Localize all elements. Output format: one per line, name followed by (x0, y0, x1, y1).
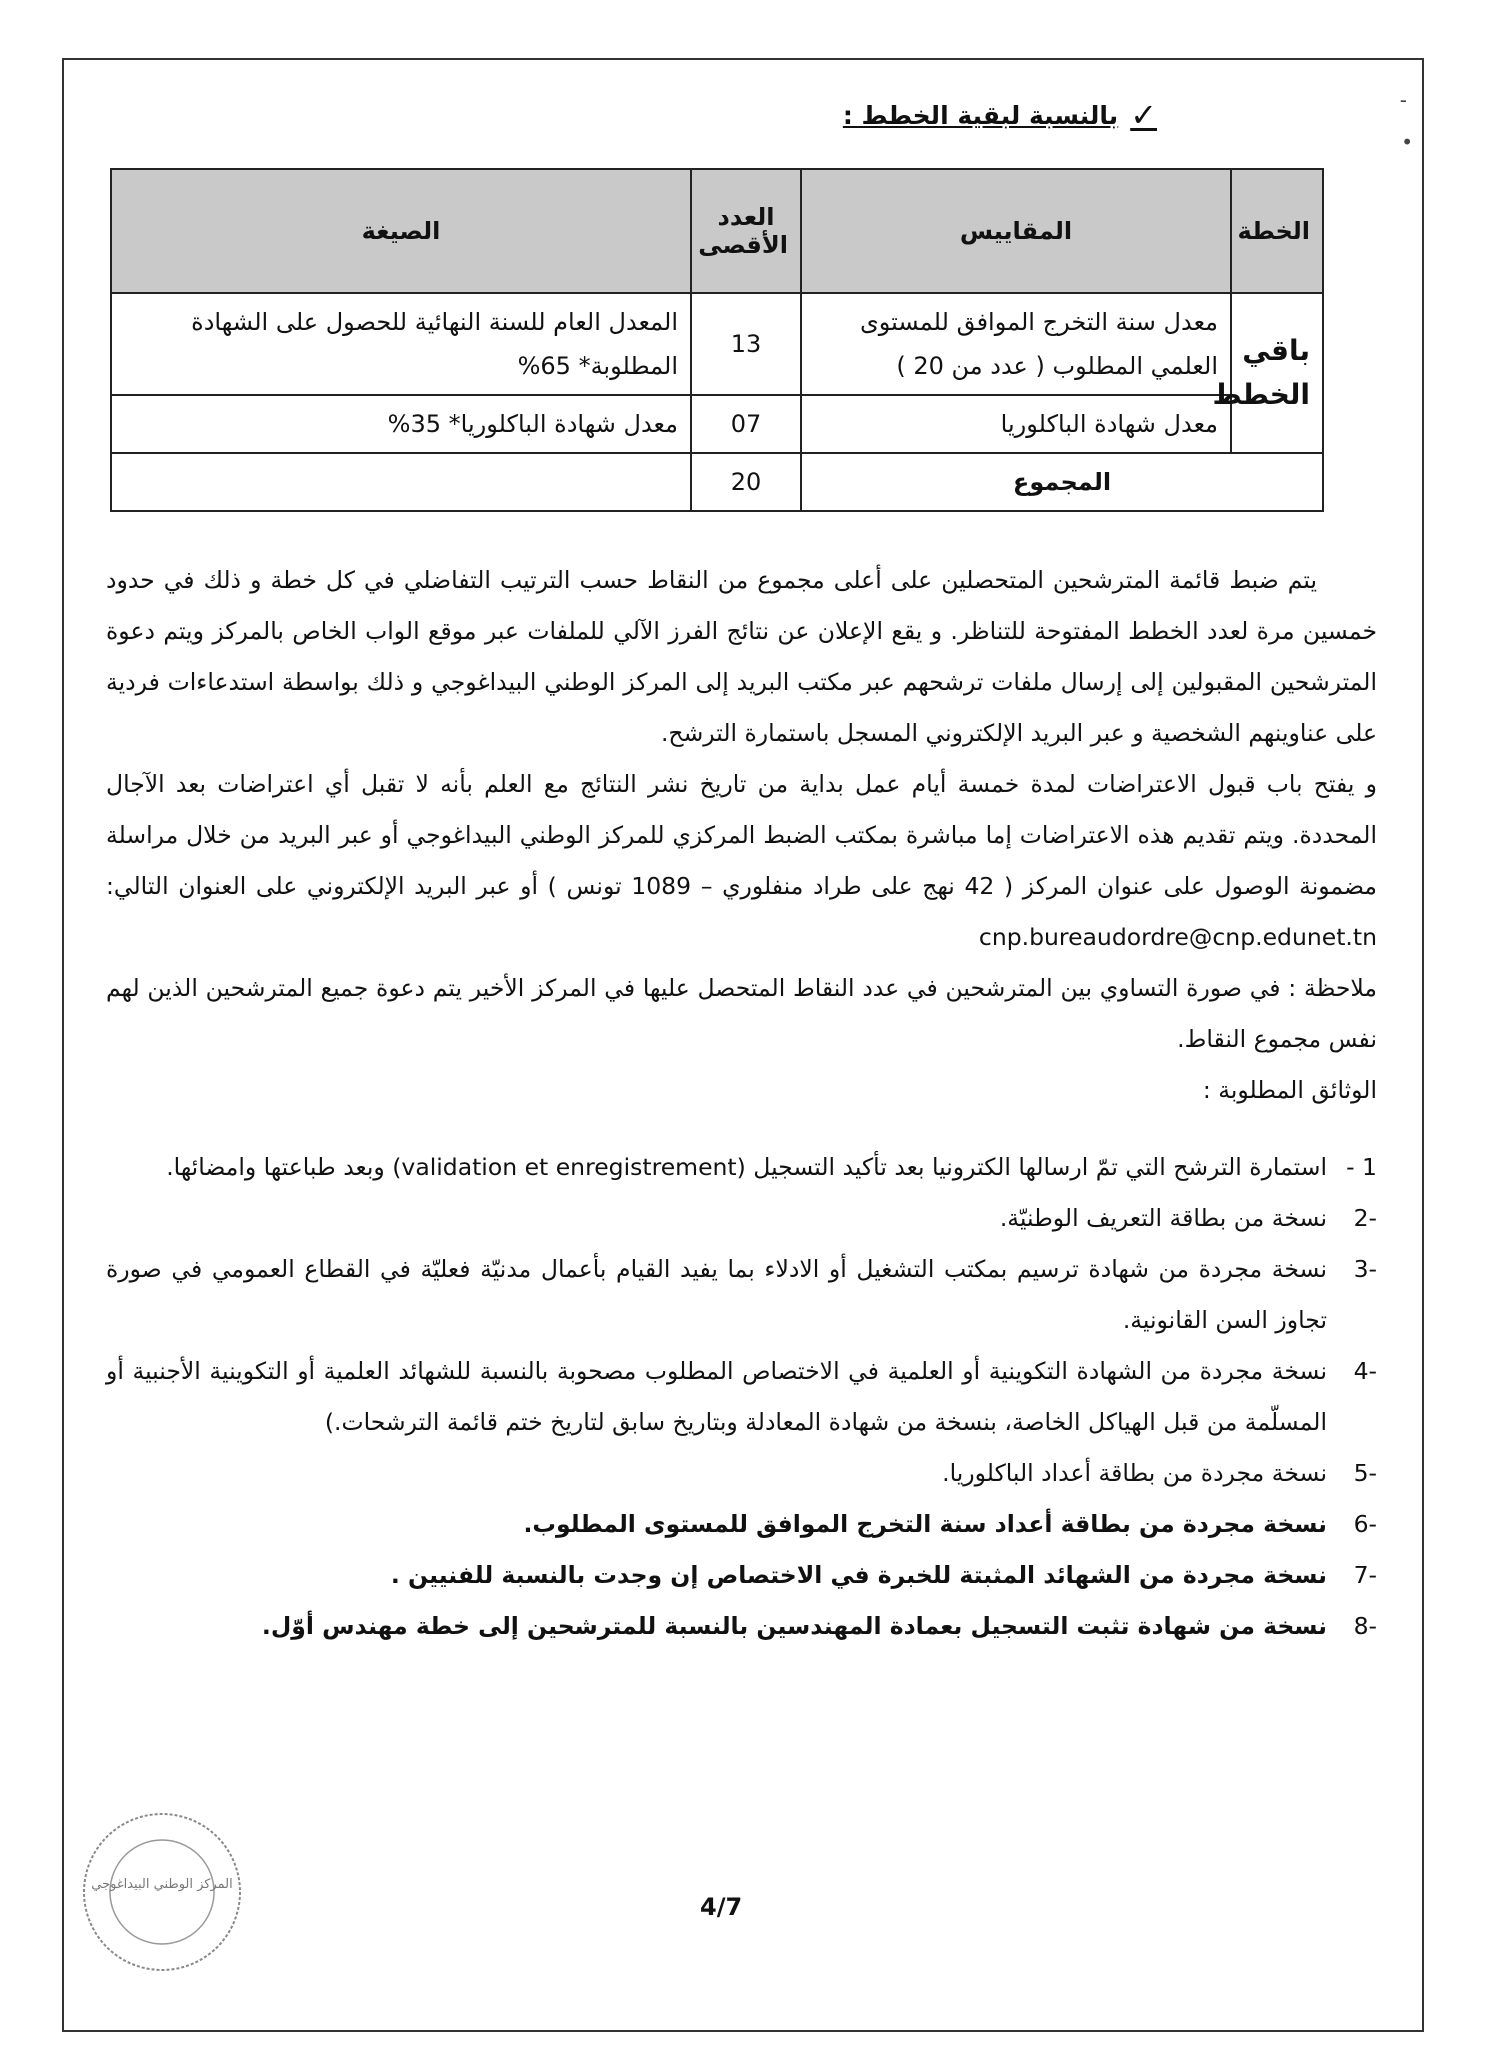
section-heading (843, 96, 1157, 134)
list-item-number: -7 (1353, 1561, 1377, 1589)
total-label: المجموع (801, 453, 1323, 511)
header-formula: الصيغة (111, 169, 691, 293)
list-item (106, 1193, 1377, 1244)
scan-mark: - (1399, 88, 1407, 112)
list-item-number: -3 (1353, 1255, 1377, 1283)
total-value: 20 (691, 453, 801, 511)
header-max: العدد الأقصى (691, 169, 801, 293)
formula-cell: المعدل العام للسنة النهائية للحصول على الشهادة المطلوبة* 65% (111, 293, 691, 395)
criteria-cell: معدل شهادة الباكلوريا (801, 395, 1231, 453)
total-empty-cell (111, 453, 691, 511)
list-item-text: نسخة من شهادة تثبت التسجيل بعمادة المهندسين بالنسبة للمترشحين إلى خطة مهندس أوّل. (261, 1612, 1327, 1640)
list-item-text: استمارة الترشح التي تمّ ارسالها الكترونيا بعد تأكيد التسجيل (validation et enregistrement) وبعد طباعتها وامضائها. (166, 1153, 1327, 1181)
page-number: 4/7 (700, 1893, 743, 1921)
max-cell: 13 (691, 293, 801, 395)
body-text (106, 555, 1377, 1652)
formula-cell: معدل شهادة الباكلوريا* 35% (111, 395, 691, 453)
paragraph-objections: و يفتح باب قبول الاعتراضات لمدة خمسة أيام عمل بداية من تاريخ نشر النتائج مع العلم بأنه لا تقبل أي اعتراضات بعد الآجال المحددة. ويتم تقديم هذه الاعتراضات إما مباشرة بمكتب الضبط المركزي للمركز الوطني البيداغوجي أو عبر البريد من خلال مراسلة مضمونة الوصول على عنوان المركز ( 42 نهج على طراد منفلوري – 1089 تونس ) أو عبر البريد الإلكتروني على العنوان التالي: cnp.bureaudordre@cnp.edunet.tn (106, 770, 1377, 951)
list-item (106, 1142, 1377, 1193)
list-item-text: نسخة مجردة من الشهائد المثبتة للخبرة في الاختصاص إن وجدت بالنسبة للفنيين . (390, 1561, 1327, 1589)
list-item-text: نسخة مجردة من بطاقة أعداد الباكلوريا. (942, 1459, 1327, 1487)
list-item-number: 1 - (1346, 1153, 1377, 1181)
table-row (111, 293, 1323, 395)
plan-cell: باقي الخطط (1231, 293, 1323, 453)
list-item-text: نسخة مجردة من الشهادة التكوينية أو العلمية في الاختصاص المطلوب مصحوبة بالنسبة للشهائد العلمية أو التكوينية الأجنبية أو المسلّمة من قبل الهياكل الخاصة، بنسخة من شهادة المعادلة وبتاريخ سابق لتاريخ ختم قائمة الترشحات.) (106, 1357, 1327, 1436)
max-cell: 07 (691, 395, 801, 453)
list-item-number: -4 (1353, 1357, 1377, 1385)
list-item-text: نسخة من بطاقة التعريف الوطنيّة. (999, 1204, 1327, 1232)
list-item (106, 1244, 1377, 1346)
documents-list (106, 1142, 1377, 1652)
check-mark-icon: ✓ (1130, 96, 1157, 134)
list-item (106, 1448, 1377, 1499)
table-header-row (111, 169, 1323, 293)
paragraph-note: ملاحظة : في صورة التساوي بين المترشحين في عدد النقاط المتحصل عليها في المركز الأخير يتم دعوة جميع المترشحين الذين لهم نفس مجموع النقاط. (106, 974, 1377, 1053)
scan-dot: • (1401, 130, 1413, 154)
official-stamp (80, 1810, 245, 1975)
header-plan: الخطة (1231, 169, 1323, 293)
list-item-number: -5 (1353, 1459, 1377, 1487)
list-item (106, 1499, 1377, 1550)
section-heading-text: بالنسبة لبقية الخطط : (842, 100, 1119, 130)
stamp-text: المركز الوطني البيداغوجي (91, 1877, 233, 1892)
evaluation-table (110, 168, 1324, 512)
list-item (106, 1601, 1377, 1652)
paragraph-ranking: يتم ضبط قائمة المترشحين المتحصلين على أعلى مجموع من النقاط حسب الترتيب التفاضلي في كل خطة و ذلك في حدود خمسين مرة لعدد الخطط المفتوحة للتناظر. و يقع الإعلان عن نتائج الفرز الآلي للملفات عبر موقع الواب الخاص بالمركز ويتم دعوة المترشحين المقبولين إلى إرسال ملفات ترشحهم عبر مكتب البريد إلى المركز الوطني البيداغوجي و ذلك بواسطة استدعاءات فردية على عناوينهم الشخصية و عبر البريد الإلكتروني المسجل باستمارة الترشح. (106, 566, 1377, 747)
list-item-number: -8 (1353, 1612, 1377, 1640)
table-row (111, 395, 1323, 453)
list-item (106, 1550, 1377, 1601)
documents-heading: الوثائق المطلوبة : (1202, 1076, 1377, 1104)
list-item-text: نسخة مجردة من شهادة ترسيم بمكتب التشغيل أو الادلاء بما يفيد القيام بأعمال مدنيّة فعليّة في القطاع العمومي في صورة تجاوز السن القانونية. (106, 1255, 1327, 1334)
criteria-cell: معدل سنة التخرج الموافق للمستوى العلمي المطلوب ( عدد من 20 ) (801, 293, 1231, 395)
list-item (106, 1346, 1377, 1448)
header-criteria: المقاييس (801, 169, 1231, 293)
list-item-number: -2 (1353, 1204, 1377, 1232)
list-item-text: نسخة مجردة من بطاقة أعداد سنة التخرج الموافق للمستوى المطلوب. (523, 1510, 1327, 1538)
list-item-number: -6 (1353, 1510, 1377, 1538)
table-total-row (111, 453, 1323, 511)
